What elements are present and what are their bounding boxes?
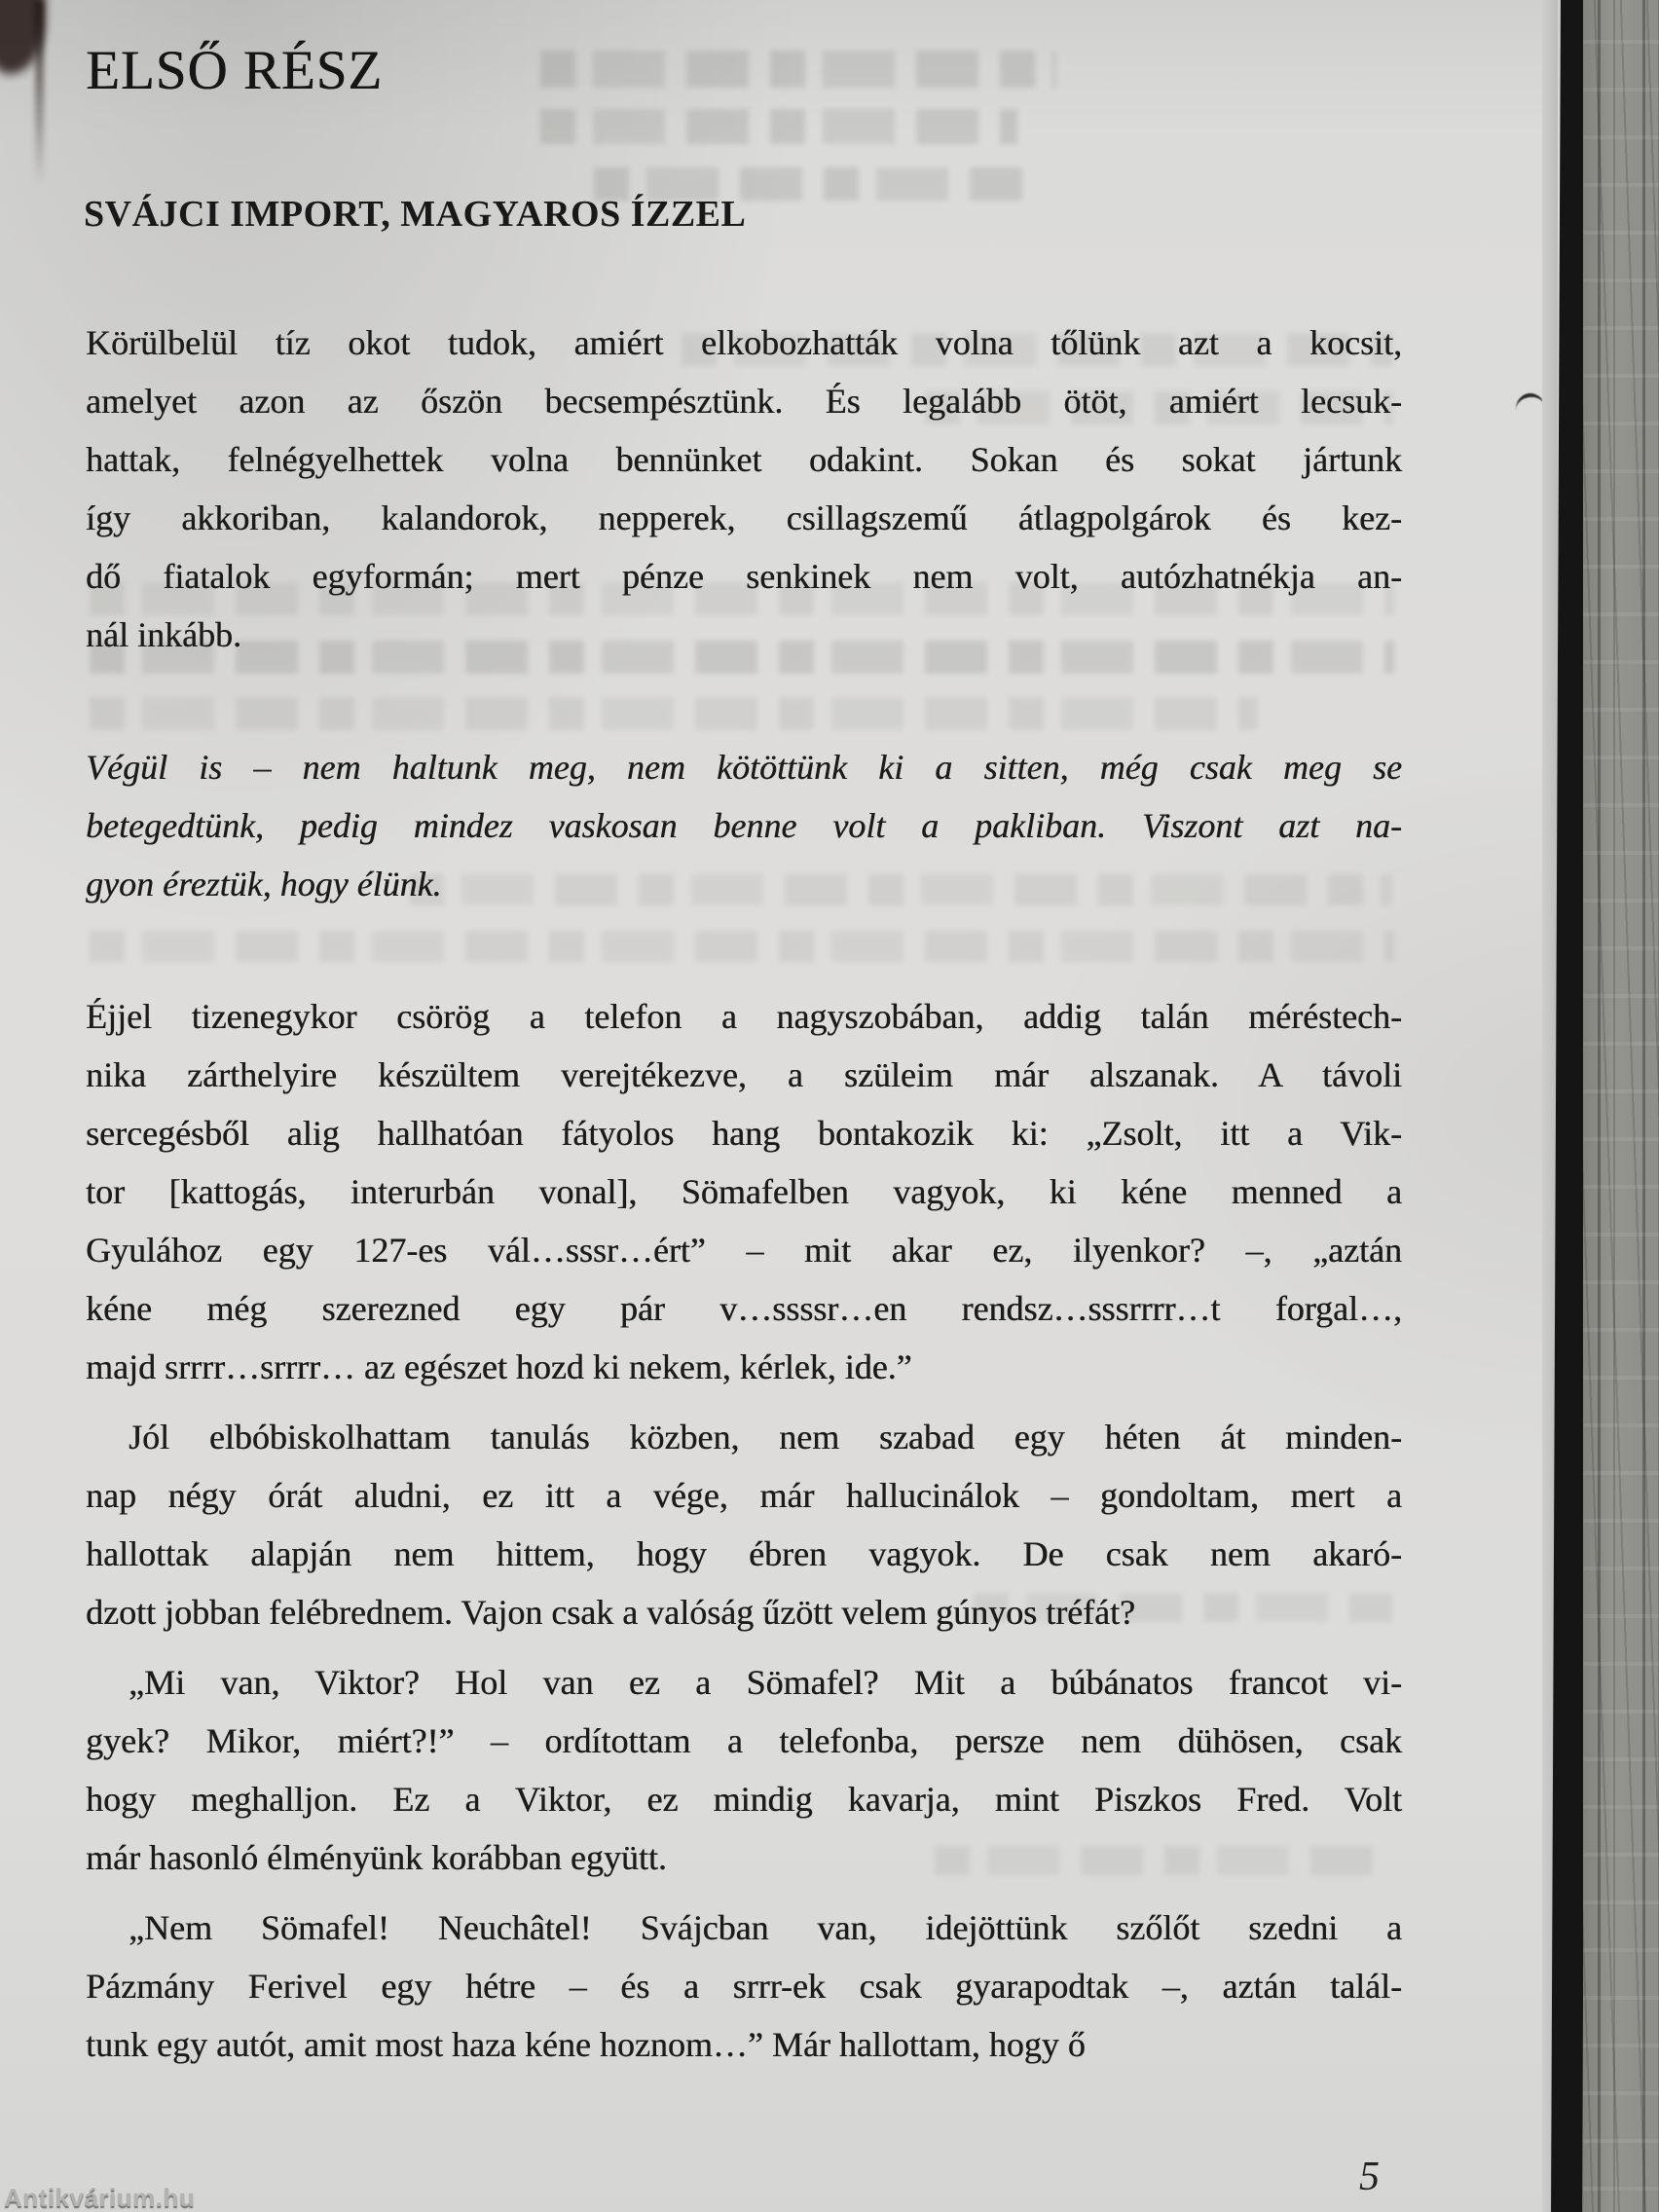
text-line: hattak, felnégyelhettek volna bennünket odakint. Sokan és sokat jártunk: [86, 440, 1402, 479]
watermark: Antikvárium.hu: [4, 2183, 196, 2212]
text-line: gyek? Mikor, miért?!” – ordítottam a telefonba, persze nem dühösen, csak: [86, 1721, 1402, 1760]
text-line: majd srrrr…srrrr… az egészet hozd ki nekem, kérlek, ide.”: [86, 1347, 912, 1386]
chapter-title: SVÁJCI IMPORT, MAGYAROS ÍZZEL: [84, 194, 747, 235]
background-surface: [1583, 0, 1659, 2212]
text-line: amelyet azon az őszön becsempésztünk. És legalább ötöt, amiért lecsuk-: [86, 382, 1402, 421]
ink-mark: [1514, 391, 1545, 411]
scan-corner-streak: [35, 0, 44, 185]
page-number: 5: [1359, 2155, 1380, 2199]
paragraph: [86, 313, 1402, 664]
text-line: tunk egy autót, amit most haza kéne hoznom…” Már hallottam, hogy ő: [86, 2025, 1086, 2064]
paragraph: [86, 1653, 1402, 1887]
text-line: nap négy órát aludni, ez itt a vége, már hallucinálok – gondoltam, mert a: [86, 1476, 1402, 1515]
text-line: „Nem Sömafel! Neuchâtel! Svájcban van, idejöttünk szőlőt szedni a: [129, 1908, 1402, 1947]
text-line: nika zárthelyire készültem verejtékezve, a szüleim már alszanak. A távoli: [86, 1055, 1402, 1094]
text-line: tor [kattogás, interurbán vonal], Sömafelben vagyok, ki kéne menned a: [86, 1172, 1402, 1211]
text-line: betegedtünk, pedig mindez vaskosan benne volt a pakliban. Viszont azt na-: [86, 806, 1402, 845]
text-line: Gyulához egy 127-es vál…sssr…ért” – mit akar ez, ilyenkor? –, „aztán: [86, 1231, 1402, 1270]
text-line: hogy meghalljon. Ez a Viktor, ez mindig kavarja, mint Piszkos Fred. Volt: [86, 1780, 1402, 1819]
part-title: ELSŐ RÉSZ: [86, 40, 384, 101]
text-line: dzott jobban felébrednem. Vajon csak a valóság űzött velem gúnyos tréfát?: [86, 1593, 1135, 1632]
text-line: Pázmány Ferivel egy hétre – és a srrr-ek csak gyarapodtak –, aztán talál-: [86, 1967, 1402, 2006]
paragraph: [86, 1408, 1402, 1641]
text-line: dő fiatalok egyformán; mert pénze senkinek nem volt, autózhatnékja an-: [86, 557, 1402, 596]
paragraph: [86, 987, 1402, 1396]
body-text: [86, 313, 1402, 2074]
text-line: kéne még szerezned egy pár v…ssssr…en rendsz…sssrrrr…t forgal…,: [86, 1289, 1402, 1328]
text-line: „Mi van, Viktor? Hol van ez a Sömafel? Mit a búbánatos francot vi-: [129, 1663, 1402, 1702]
text-line: gyon éreztük, hogy élünk.: [86, 865, 442, 903]
bleedthrough-text: [540, 109, 1017, 144]
paragraph: [86, 1899, 1402, 2074]
text-line: már hasonló élményünk korábban együtt.: [86, 1838, 667, 1877]
bleedthrough-text: [540, 51, 1056, 88]
paragraph: [86, 738, 1402, 913]
text-line: Jól elbóbiskolhattam tanulás közben, nem szabad egy héten át minden-: [129, 1418, 1402, 1456]
text-line: Éjjel tizenegykor csörög a telefon a nagyszobában, addig talán méréstech-: [86, 997, 1402, 1036]
text-line: hallottak alapján nem hittem, hogy ébren vagyok. De csak nem akaró-: [86, 1534, 1402, 1573]
text-line: sercegésből alig hallhatóan fátyolos hang bontakozik ki: „Zsolt, itt a Vik-: [86, 1114, 1402, 1153]
text-line: így akkoriban, kalandorok, nepperek, csillagszemű átlagpolgárok és kez-: [86, 498, 1402, 537]
text-line: Körülbelül tíz okot tudok, amiért elkobozhatták volna tőlünk azt a kocsit,: [86, 323, 1402, 362]
text-line: nál inkább.: [86, 615, 241, 654]
text-line: Végül is – nem haltunk meg, nem kötöttünk ki a sitten, még csak meg se: [86, 748, 1402, 787]
